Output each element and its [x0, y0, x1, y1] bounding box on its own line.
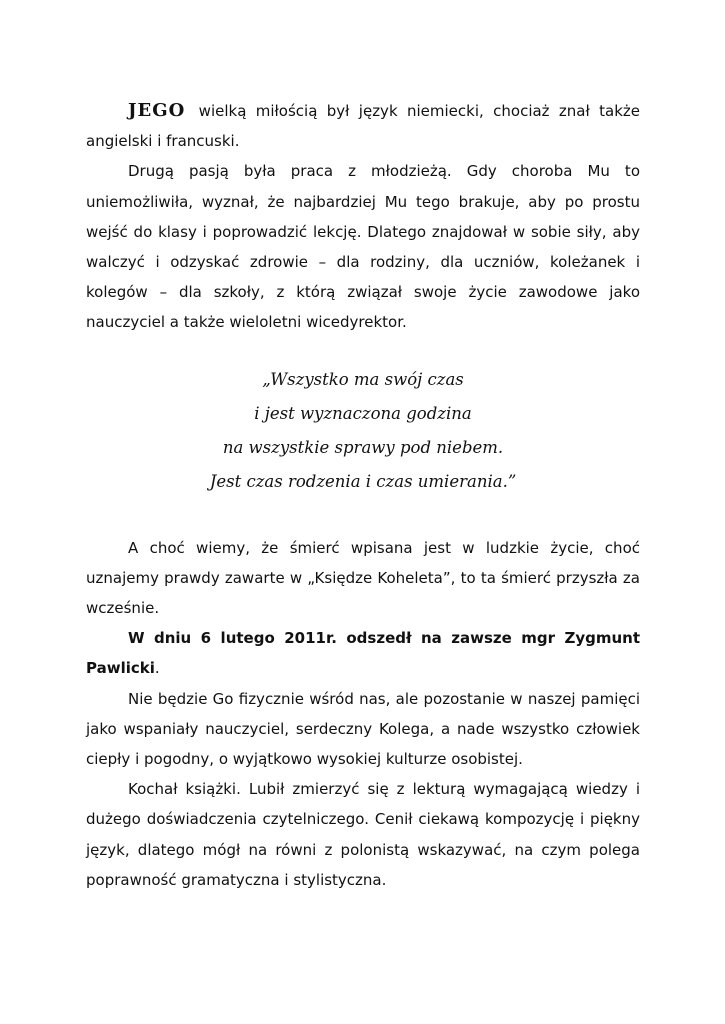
quotation-line: „Wszystko ma swój czas — [262, 369, 464, 389]
paragraph-death: A choć wiemy, że śmierć wpisana jest w ludzkie życie, choć uznajemy prawdy zawarte w „Księdze Koheleta”, to ta śmierć przyszła za wcześnie. — [86, 538, 640, 618]
quotation-line: na wszystkie sprawy pod niebem. — [222, 437, 504, 457]
announcement-period: . — [154, 659, 160, 678]
paragraph-intro — [86, 96, 640, 156]
paragraph-memory: Nie będzie Go fizycznie wśród nas, ale pozostanie w naszej pamięci jako wspaniały nauczyciel, serdeczny Kolega, a nade wszystko człowiek ciepły i pogodny, o wyjątkowo wysokiej kulturze osobistej. — [86, 689, 640, 769]
paragraph-announcement — [86, 623, 640, 683]
paragraph-books: Kochał książki. Lubił zmierzyć się z lekturą wymagającą wiedzy i dużego doświadczenia czytelniczego. Cenił ciekawą kompozycję i piękny język, dlatego mógł na równi z polonistą wskazywać, na czym polega poprawność gramatyczna i stylistyczna. — [86, 780, 640, 889]
paragraph-passion: Drugą pasją była praca z młodzieżą. Gdy choroba Mu to uniemożliwiła, wyznał, że najbardziej Mu tego brakuje, aby po prostu wejść do klasy i poprowadzić lekcję. Dlatego znajdował w sobie siły, aby walczyć i odzyskać zdrowie – dla rodziny, dla uczniów, koleżanek i kolegów – dla szkoły, z którą związał swoje życie zawodowe jako nauczyciel a także wieloletni wicedyrektor. — [86, 162, 640, 332]
announcement-bold-text: W dniu 6 lutego 2011r. odszedł na zawsze mgr Zygmunt Pawlicki — [86, 629, 640, 678]
decorative-lead-word: JEGO — [128, 100, 186, 121]
quotation — [86, 363, 640, 499]
quotation-line: i jest wyznaczona godzina — [254, 403, 472, 423]
document-page — [86, 96, 640, 895]
quotation-line: Jest czas rodzenia i czas umierania.” — [209, 471, 517, 491]
paragraph-intro-text: wielką miłością był język niemiecki, chociaż znał także angielski i francuski. — [86, 102, 640, 151]
